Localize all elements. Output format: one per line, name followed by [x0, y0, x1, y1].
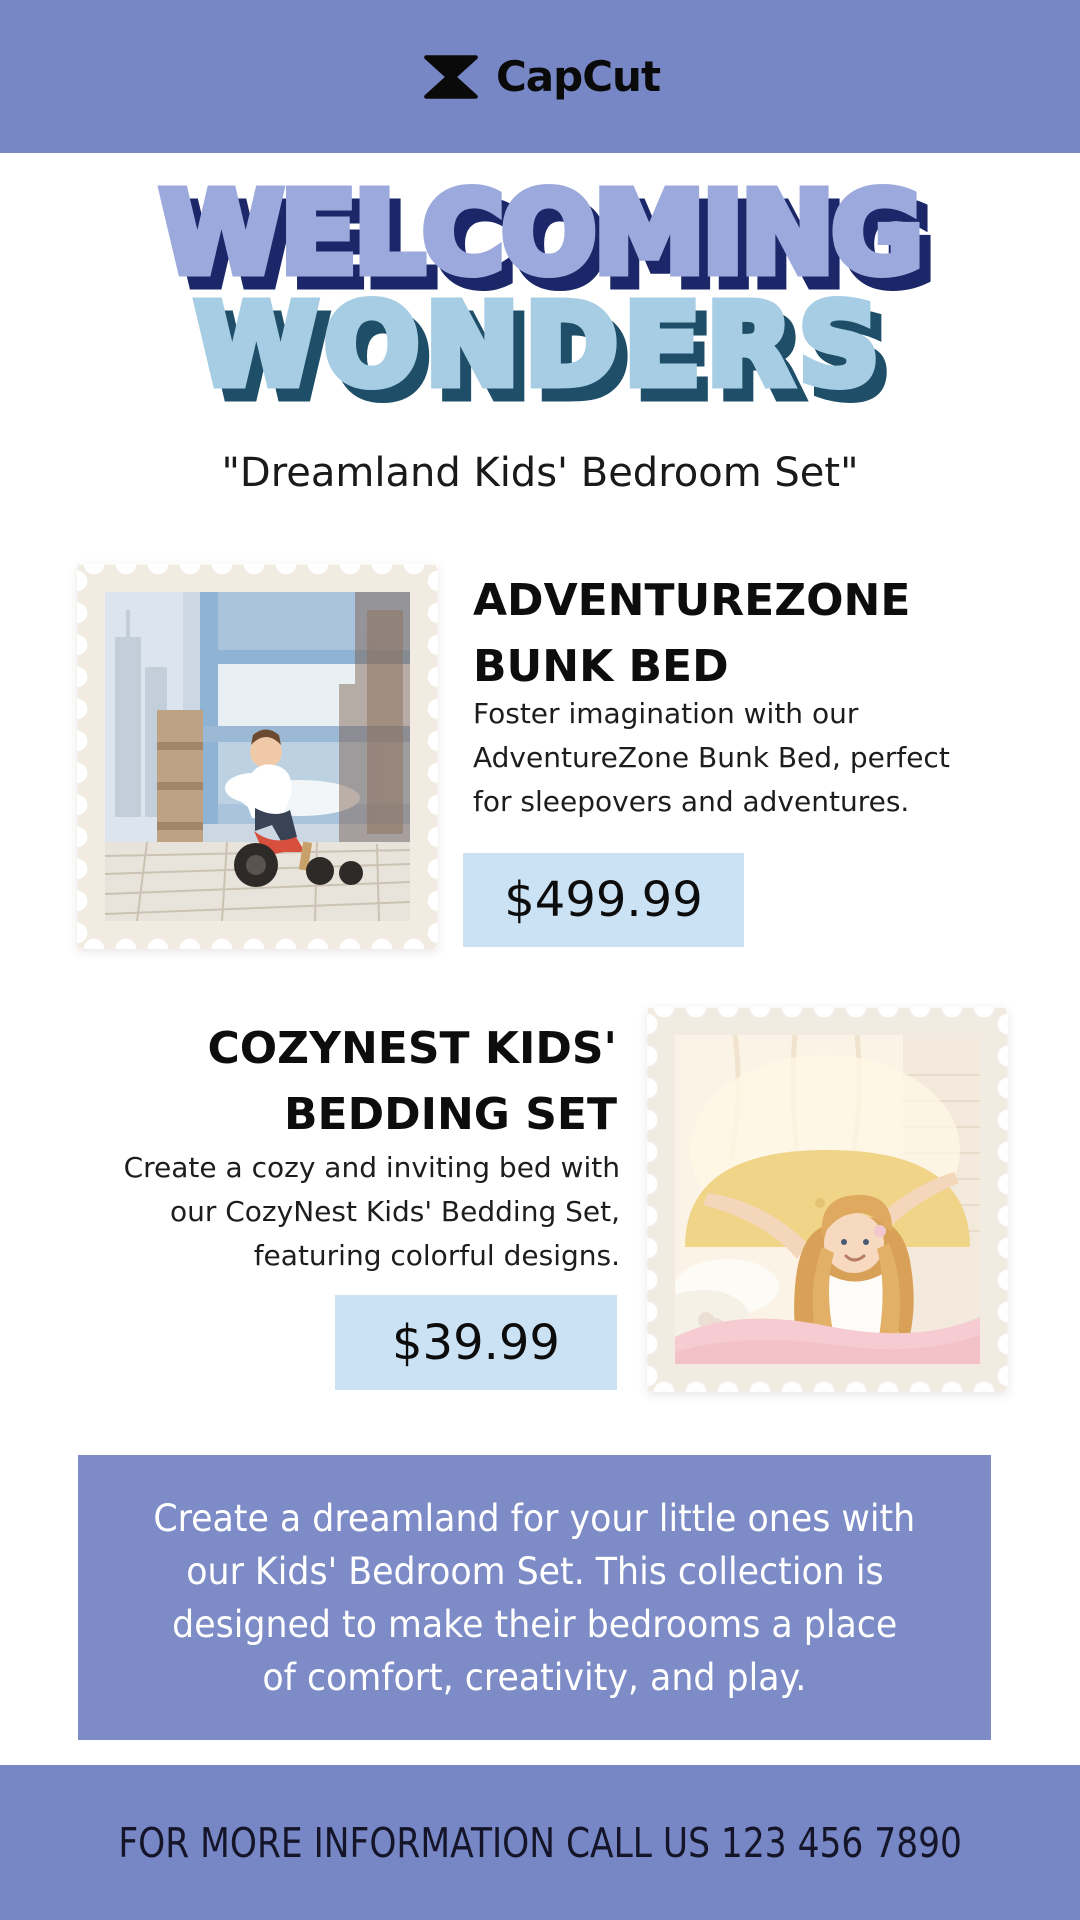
hero-title-line2: WONDERS WONDERS	[0, 290, 1080, 402]
capcut-logo-text: CapCut	[495, 52, 661, 101]
product1-description	[473, 692, 950, 824]
product2-price: $39.99	[392, 1314, 560, 1371]
stamp-scallop-edge-left	[647, 1008, 659, 1391]
stamp-scallop-edge-left	[77, 565, 89, 948]
stamp-scallop-edge-top	[78, 564, 437, 576]
product1-photo	[105, 592, 410, 921]
stamp-scallop-edge-right	[426, 565, 438, 948]
product2-name-line1: COZYNEST KIDS'	[207, 1023, 617, 1074]
product2-description-line: Create a cozy and inviting bed with	[123, 1151, 620, 1184]
product2-photo-stamp	[648, 1008, 1007, 1391]
info-box	[78, 1455, 991, 1740]
product2-description-line: featuring colorful designs.	[253, 1239, 620, 1272]
product2-photo	[675, 1035, 980, 1364]
product1-name-line1: ADVENTUREZONE	[473, 575, 911, 626]
hero-title-line1: WELCOMING WELCOMING	[0, 178, 1080, 290]
capcut-logo	[420, 52, 660, 102]
product1-price: $499.99	[504, 872, 703, 928]
stamp-scallop-edge-bottom	[78, 937, 437, 949]
product1-photo-stamp	[78, 565, 437, 948]
stamp-scallop-edge-top	[648, 1007, 1007, 1019]
info-box-line: designed to make their bedrooms a place	[171, 1602, 898, 1646]
product2-name	[80, 1016, 617, 1148]
product1-description-line: AdventureZone Bunk Bed, perfect	[473, 741, 950, 774]
footer-banner	[0, 1765, 1080, 1920]
hero-subtitle: "Dreamland Kids' Bedroom Set"	[221, 450, 859, 496]
info-box-line: our Kids' Bedroom Set. This collection is	[185, 1549, 884, 1593]
product1-name	[473, 568, 910, 700]
stamp-scallop-edge-bottom	[648, 1380, 1007, 1392]
top-banner	[0, 0, 1080, 153]
product2-price-tag	[335, 1295, 617, 1390]
product2-name-line2: BEDDING SET	[283, 1089, 617, 1140]
product2-description	[80, 1146, 620, 1278]
stamp-scallop-edge-right	[996, 1008, 1008, 1391]
capcut-icon	[420, 52, 482, 102]
product1-description-line: Foster imagination with our	[473, 697, 859, 730]
info-box-line: of comfort, creativity, and play.	[262, 1655, 807, 1699]
footer-contact-text: FOR MORE INFORMATION CALL US 123 456 7890	[118, 1818, 962, 1867]
product1-price-tag	[463, 853, 744, 947]
product1-description-line: for sleepovers and adventures.	[473, 785, 910, 818]
product1-name-line2: BUNK BED	[473, 641, 729, 692]
product2-description-line: our CozyNest Kids' Bedding Set,	[169, 1195, 620, 1228]
info-box-line: Create a dreamland for your little ones with	[153, 1496, 916, 1540]
